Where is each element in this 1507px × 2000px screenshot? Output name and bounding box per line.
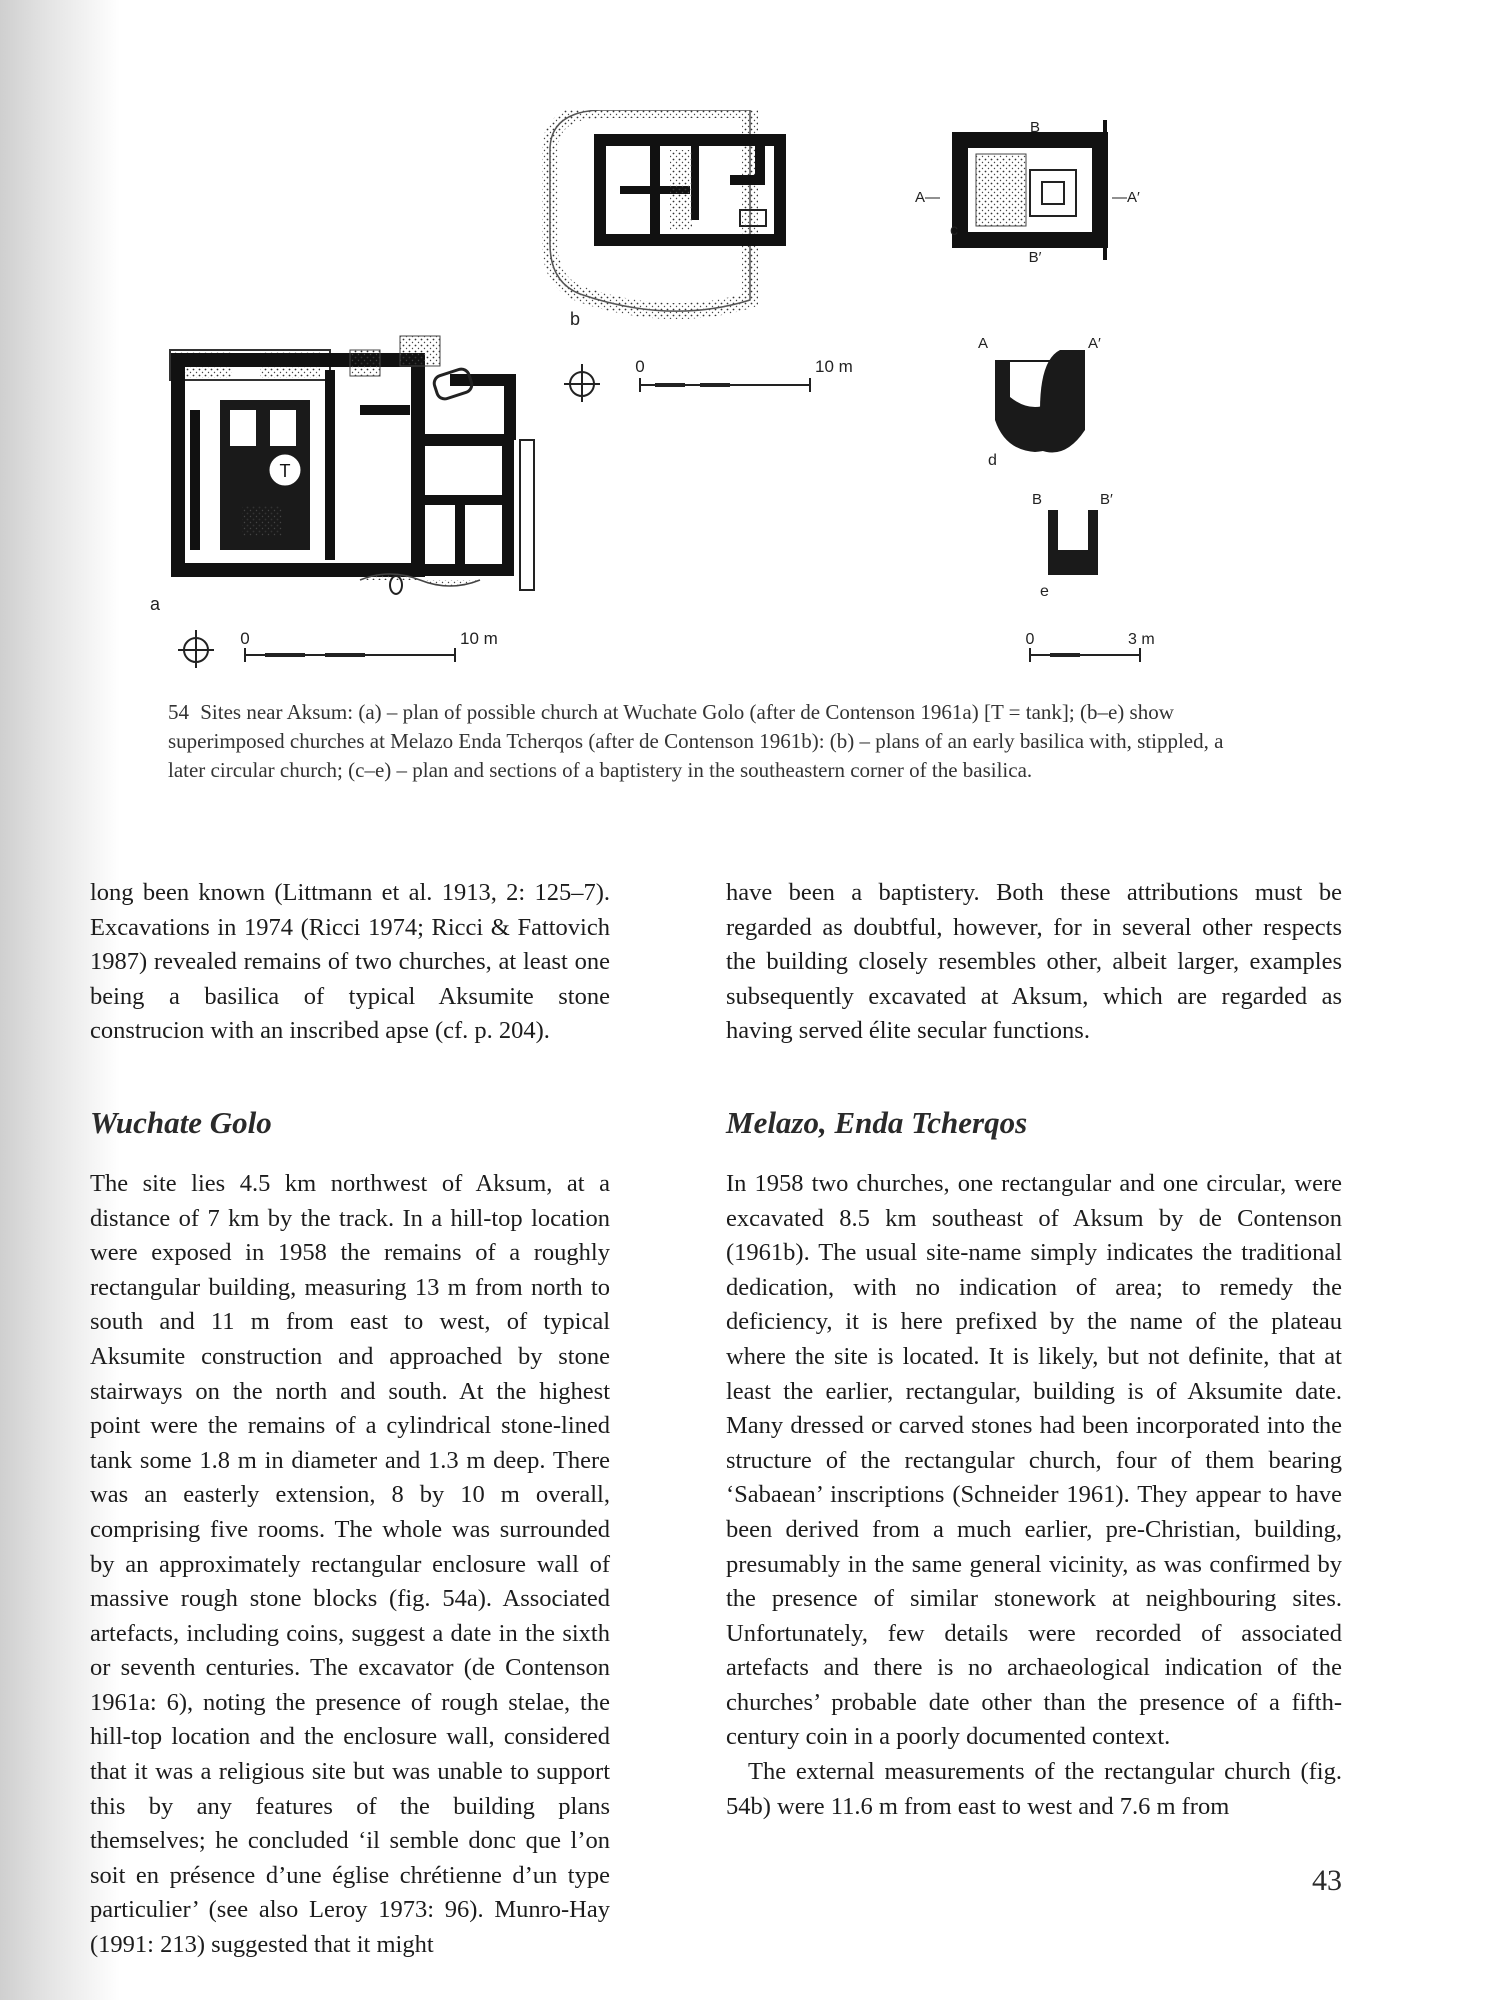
cut-b-top: B xyxy=(1029,119,1041,136)
right-intro-paragraph: have been a baptistery. Both these attributions must be regarded as doubtful, however, for in several other respects the building closely resembles other, albeit larger, examples subsequently excavated at Aksum, which are regarded as having served élite secular functions. xyxy=(726,879,1342,1045)
scale-b-zero: 0 xyxy=(635,357,645,376)
plan-c-baptistery xyxy=(915,119,1140,266)
scale-a-end: 10 m xyxy=(460,629,498,648)
figure-caption xyxy=(168,698,1258,785)
figure-number: 54 xyxy=(168,700,189,724)
section-a-end: A′ xyxy=(1088,335,1101,352)
left-intro-paragraph: long been known (Littmann et al. 1913, 2: 125–7). Excavations in 1974 (Ricci 1974; Ricci & Fattovich 1987) revealed remains of two churches, at least one being a basilica of typical Aksumite stone construcion with an inscribed apse (cf. p. 204). xyxy=(90,879,610,1045)
section-a-start: A xyxy=(978,335,989,352)
label-c: c xyxy=(950,222,958,239)
cut-a-end: —A′ xyxy=(1112,189,1140,206)
page-number: 43 xyxy=(1312,1864,1342,1897)
section-e xyxy=(1026,491,1155,662)
north-arrow-b xyxy=(564,364,600,402)
scale-bar-b xyxy=(635,357,853,392)
melazo-paragraph-1: In 1958 two churches, one rectangular and one circular, were excavated 8.5 km southeast of Aksum by de Contenson (1961b). The usual site-name simply indicates the traditional dedication, with no indication of area; to remedy the deficiency, it is here prefixed by the name of the plateau where the site is located. It is likely, but not definite, that at least the earlier, rectangular, building is of Aksumite date. Many dressed or carved stones had been incorporated into the structure of the rectangular church, four of them bearing ‘Sabaean’ inscriptions (Schneider 1961). They appear to have been derived from a much earlier, pre-Christian, building, presumably in the same general vicinity, as was confirmed by the presence of similar stonework at neighbouring sites. Unfortunately, few details were recorded of associated artefacts and there is no archaeological indication of the churches’ probable date other than the presence of a fifth-century coin in a poorly documented context. xyxy=(726,1169,1342,1751)
melazo-paragraph-2: The external measurements of the rectangular church (fig. 54b) were 11.6 m from east to west and 7.6 m from xyxy=(726,1758,1342,1820)
left-column xyxy=(90,876,610,1963)
tank-label: T xyxy=(279,461,291,481)
north-arrow-a xyxy=(178,630,214,668)
cut-b-bottom: B′ xyxy=(1028,249,1042,266)
plan-b-melazo-basilica xyxy=(550,110,853,402)
section-d xyxy=(978,335,1101,469)
figure-54 xyxy=(150,110,1250,670)
scale-bar-e xyxy=(1026,631,1155,662)
cut-a-start: A— xyxy=(914,189,940,206)
section-heading-melazo: Melazo, Enda Tcherqos xyxy=(726,1104,1028,1140)
plan-a-wuchate-golo xyxy=(150,336,534,668)
wuchate-golo-paragraph: The site lies 4.5 km northwest of Aksum, at a distance of 7 km by the track. In a hill-top location were exposed in 1958 the remains of a roughly rectangular building, measuring 13 m from north to south and 11 m from east to west, of typical Aksumite construction and approached by stone stairways on the north and south. At the highest point were the remains of a cylindrical stone-lined tank some 1.8 m in diameter and 1.3 m deep. There was an easterly extension, 8 by 10 m overall, comprising five rooms. The whole was surrounded by an approximately rectangular enclosure wall of massive rough stone blocks (fig. 54a). Associated artefacts, including coins, suggest a date in the sixth or seventh centuries. The excavator (de Contenson 1961a: 6), noting the presence of rough stelae, the hill-top location and the enclosure wall, considered that it was a religious site but was unable to support this by any features of the building plans themselves; he concluded ‘il semble donc que l’on soit en présence d’une église chrétienne d’un type particulier’ (see also Leroy 1973: 96). Munro-Hay (1991: 213) suggested that it might xyxy=(90,1169,610,1959)
section-b-start: B xyxy=(1032,491,1043,508)
label-b: b xyxy=(570,309,581,329)
label-a: a xyxy=(150,594,161,614)
site-plans-drawing xyxy=(150,110,1250,670)
section-heading-wuchate-golo: Wuchate Golo xyxy=(90,1104,272,1140)
right-column xyxy=(726,876,1342,1824)
label-e: e xyxy=(1040,583,1049,600)
scale-e-end: 3 m xyxy=(1128,631,1155,648)
scale-bar-a xyxy=(240,629,498,662)
scale-b-end: 10 m xyxy=(815,357,853,376)
label-d: d xyxy=(988,452,997,469)
scale-a-zero: 0 xyxy=(240,629,250,648)
figure-caption-text: Sites near Aksum: (a) – plan of possible church at Wuchate Golo (after de Contenson 1961a) [T = tank]; (b–e) show superimposed churches at Melazo Enda Tcherqos (after de Contenson 1961b): (b) – plans of an early basilica with, stippled, a later circular church; (c–e) – plan and sections of a baptistery in the southeastern corner of the basilica. xyxy=(168,700,1224,782)
scale-e-zero: 0 xyxy=(1025,631,1035,648)
section-b-end: B′ xyxy=(1100,491,1113,508)
